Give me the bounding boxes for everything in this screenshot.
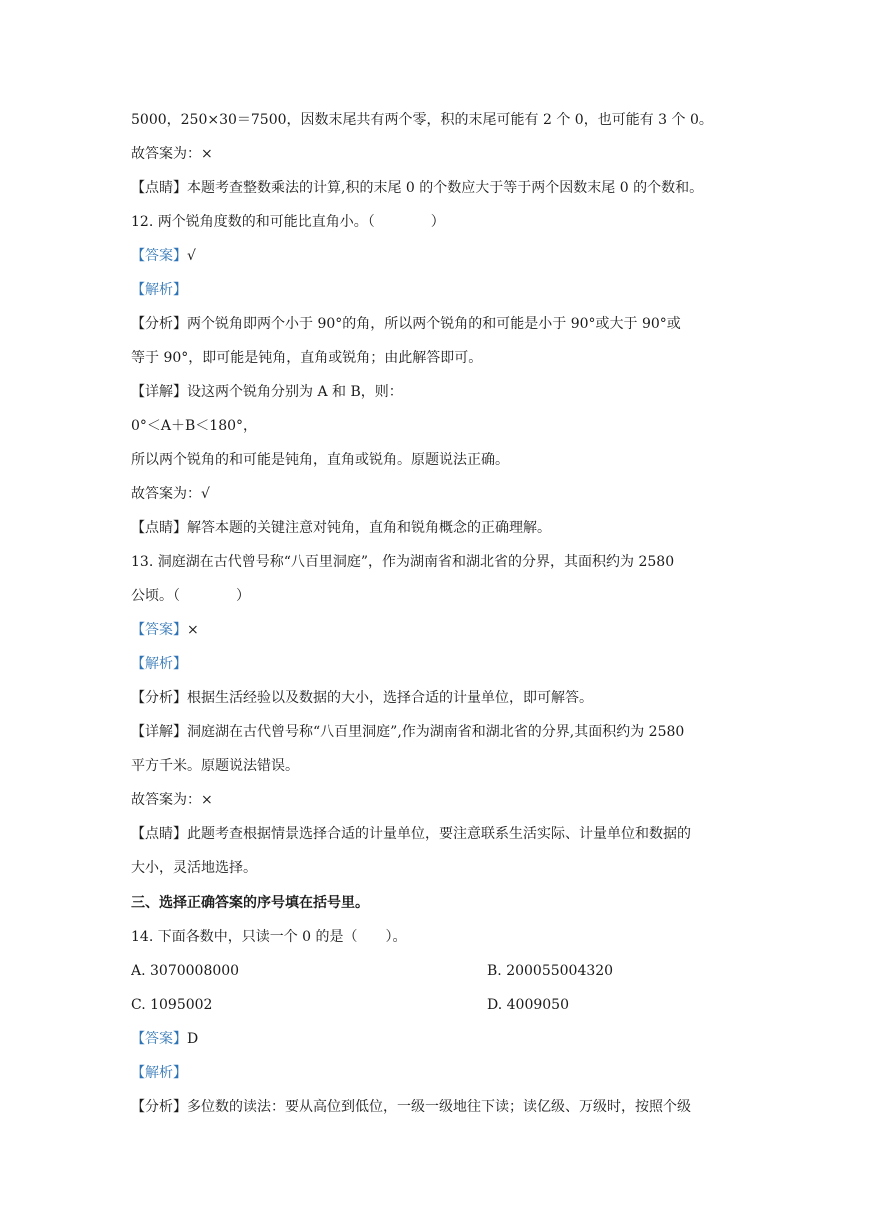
line-text: 故答案为：√ [131,486,210,502]
line-text: 公顷。（ ） [131,588,250,604]
line-text: 14. 下面各数中，只读一个 0 的是（ ）。 [131,929,407,945]
text-line [131,858,741,878]
text-line [131,1029,741,1049]
text-line [131,144,741,164]
text-line [131,722,741,742]
section-tag: 【解析】 [131,1065,187,1081]
section-tag: 【答案】 [131,622,187,638]
line-text: C. 1095002 [131,997,213,1013]
line-text: A. 3070008000 [131,963,240,979]
option-right: B. 200055004320 [487,963,614,979]
line-text: 12. 两个锐角度数的和可能比直角小。（ ） [131,214,445,230]
text-line [131,246,741,266]
text-line [131,824,741,844]
line-text: 多位数的读法：要从高位到低位，一级一级地往下读；读亿级、万级时，按照个级 [187,1099,691,1115]
line-text: 平方千米。原题说法错误。 [131,758,299,774]
text-line [131,1063,741,1083]
text-line [131,961,741,981]
line-text: 所以两个锐角的和可能是钝角，直角或锐角。原题说法正确。 [131,452,509,468]
text-line [131,314,741,334]
text-line [131,756,741,776]
text-line [131,1097,741,1117]
line-text: 故答案为：× [131,146,213,162]
text-line [131,654,741,674]
line-text: 解答本题的关键注意对钝角，直角和锐角概念的正确理解。 [187,520,551,536]
text-line [131,280,741,300]
section-tag: 【详解】 [131,724,187,740]
section-tag: 【答案】 [131,248,187,264]
section-tag: 【解析】 [131,656,187,672]
line-text: 故答案为：× [131,792,213,808]
text-line [131,995,741,1015]
section-tag: 【分析】 [131,1099,187,1115]
section-tag: 【详解】 [131,384,187,400]
line-text: 三、选择正确答案的序号填在括号里。 [131,895,369,911]
text-line [131,212,741,232]
option-right: D. 4009050 [487,997,569,1013]
section-tag: 【解析】 [131,282,187,298]
section-tag: 【点睛】 [131,520,187,536]
text-line [131,927,741,947]
line-text: 洞庭湖在古代曾号称“八百里洞庭”,作为湖南省和湖北省的分界,其面积约为 2580 [187,724,685,740]
line-text: 本题考查整数乘法的计算,积的末尾 0 的个数应大于等于两个因数末尾 0 的个数和。 [187,180,704,196]
line-text: 两个锐角即两个小于 90°的角，所以两个锐角的和可能是小于 90°或大于 90°或 [187,316,681,332]
text-line [131,620,741,640]
line-text: √ [187,248,196,264]
line-text: 设这两个锐角分别为 A 和 B，则： [187,384,403,400]
section-tag: 【答案】 [131,1031,187,1047]
text-line [131,450,741,470]
text-line [131,586,741,606]
text-line [131,518,741,538]
text-line [131,348,741,368]
line-text: × [187,622,199,638]
line-text: 0°＜A＋B＜180°， [131,418,258,434]
text-line [131,416,741,436]
text-line [131,178,741,198]
section-tag: 【点睛】 [131,180,187,196]
line-text: 此题考查根据情景选择合适的计量单位，要注意联系生活实际、计量单位和数据的 [187,826,691,842]
section-tag: 【点睛】 [131,826,187,842]
text-line [131,382,741,402]
section-tag: 【分析】 [131,316,187,332]
line-text: 大小，灵活地选择。 [131,860,257,876]
line-text: 13. 洞庭湖在古代曾号称“八百里洞庭”，作为湖南省和湖北省的分界，其面积约为 2580 [131,554,675,570]
line-text: 等于 90°，即可能是钝角，直角或锐角；由此解答即可。 [131,350,483,366]
text-line [131,552,741,572]
text-line [131,484,741,504]
line-text: 根据生活经验以及数据的大小，选择合适的计量单位，即可解答。 [187,690,593,706]
section-tag: 【分析】 [131,690,187,706]
text-line [131,110,741,130]
line-text: 5000，250×30＝7500，因数末尾共有两个零，积的末尾可能有 2 个 0，也可能有 3 个 0。 [131,112,713,128]
text-line [131,893,741,913]
text-line [131,688,741,708]
line-text: D [187,1031,199,1047]
text-line [131,790,741,810]
